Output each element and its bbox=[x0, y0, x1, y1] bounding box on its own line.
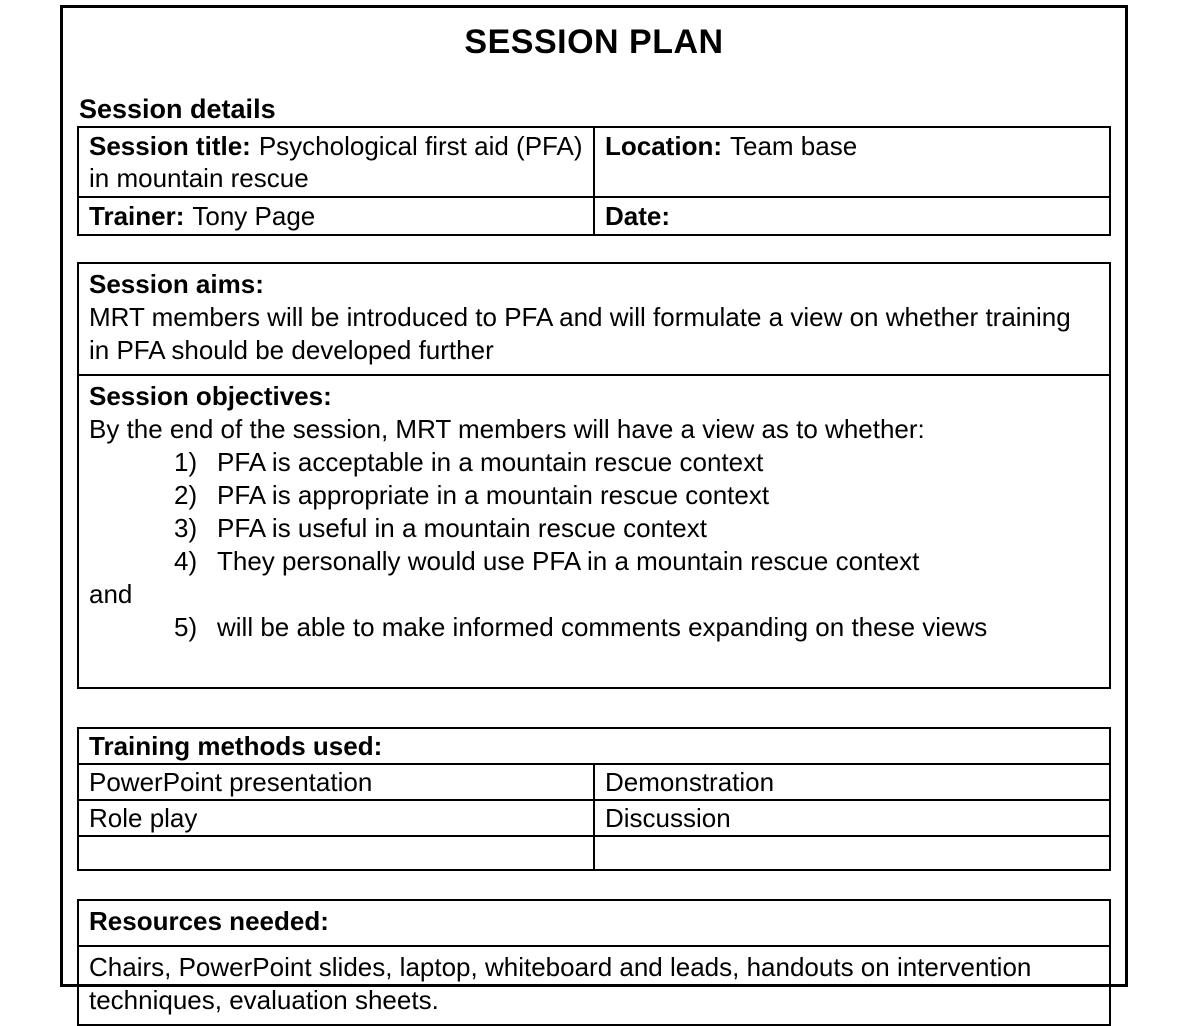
resources-text-cell bbox=[79, 945, 1109, 1024]
objective-text: PFA is acceptable in a mountain rescue context bbox=[217, 447, 764, 477]
trainer-value: Tony Page bbox=[192, 201, 316, 231]
objective-number: 1) bbox=[174, 447, 198, 477]
session-objectives-heading: Session objectives: bbox=[89, 381, 332, 411]
session-aims-text: MRT members will be introduced to PFA and will formulate a view on whether training in PFA should be developed further bbox=[89, 302, 1071, 365]
location-cell bbox=[594, 127, 1110, 197]
session-aims-heading: Session aims: bbox=[89, 269, 264, 299]
table-row bbox=[78, 728, 1110, 764]
session-details-heading: Session details bbox=[79, 94, 276, 124]
session-objectives-cell bbox=[79, 374, 1109, 687]
objective-item-4 bbox=[89, 545, 1099, 578]
objective-item-5 bbox=[89, 611, 1099, 644]
resources-box bbox=[77, 899, 1111, 1026]
objectives-connector: and bbox=[89, 579, 133, 609]
trainer-cell bbox=[78, 197, 594, 235]
training-methods-table bbox=[77, 727, 1111, 871]
session-title-value: Psychological first aid (PFA) in mountain rescue bbox=[89, 131, 583, 193]
table-row bbox=[78, 764, 1110, 800]
method-cell-empty bbox=[594, 836, 1110, 870]
objective-text: They personally would use PFA in a mountain rescue context bbox=[217, 546, 920, 576]
method-cell-empty bbox=[78, 836, 594, 870]
training-methods-heading: Training methods used: bbox=[78, 728, 1110, 764]
objective-number: 3) bbox=[174, 513, 198, 543]
method-cell: Demonstration bbox=[594, 764, 1110, 800]
session-title-label: Session title: bbox=[89, 131, 251, 161]
objective-item-1 bbox=[89, 446, 1099, 479]
objective-text: PFA is appropriate in a mountain rescue context bbox=[217, 480, 770, 510]
location-value: Team base bbox=[730, 131, 858, 161]
objective-text: PFA is useful in a mountain rescue context bbox=[217, 513, 707, 543]
date-label: Date: bbox=[605, 201, 671, 231]
table-row bbox=[78, 836, 1110, 870]
resources-text: Chairs, PowerPoint slides, laptop, whiteboard and leads, handouts on intervention techniques, evaluation sheets. bbox=[89, 952, 1032, 1015]
objective-item-3 bbox=[89, 512, 1099, 545]
session-title-cell bbox=[78, 127, 594, 197]
session-aims-cell bbox=[79, 264, 1109, 374]
objective-number: 4) bbox=[174, 546, 198, 576]
session-details-table bbox=[77, 126, 1111, 236]
aims-objectives-box bbox=[77, 262, 1111, 689]
session-objectives-intro: By the end of the session, MRT members will have a view as to whether: bbox=[89, 414, 925, 444]
page-title: SESSION PLAN bbox=[464, 23, 724, 61]
location-label: Location: bbox=[605, 131, 722, 161]
table-row bbox=[78, 800, 1110, 836]
table-row bbox=[78, 197, 1110, 235]
table-row bbox=[78, 127, 1110, 197]
trainer-label: Trainer: bbox=[89, 201, 185, 231]
objective-number: 2) bbox=[174, 480, 198, 510]
objective-text: will be able to make informed comments expanding on these views bbox=[217, 612, 988, 642]
date-cell bbox=[594, 197, 1110, 235]
document-page bbox=[60, 5, 1128, 1015]
method-cell: PowerPoint presentation bbox=[78, 764, 594, 800]
objective-number: 5) bbox=[174, 612, 198, 642]
resources-heading: Resources needed: bbox=[89, 906, 329, 936]
method-cell: Discussion bbox=[594, 800, 1110, 836]
method-cell: Role play bbox=[78, 800, 594, 836]
objective-item-2 bbox=[89, 479, 1099, 512]
